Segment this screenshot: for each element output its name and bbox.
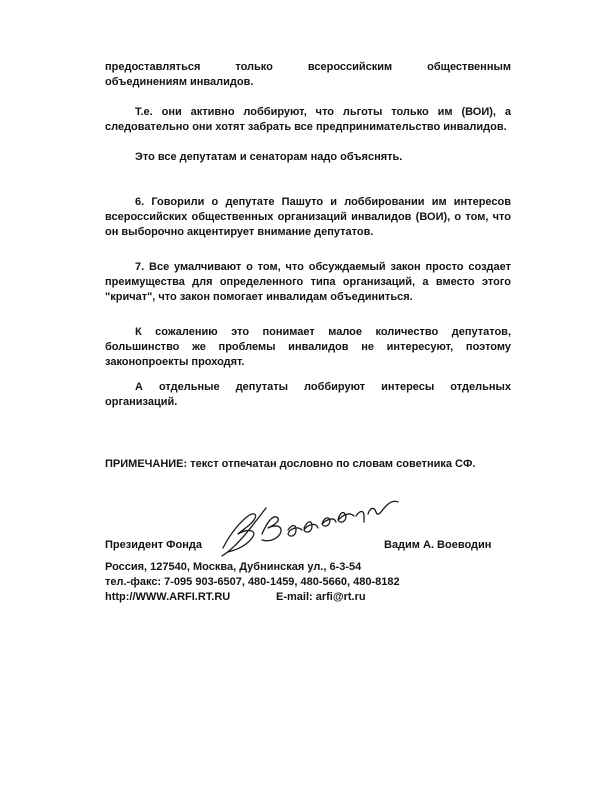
text-line-2: объединениям инвалидов.	[105, 76, 254, 88]
paragraph-regret: К сожалению это понимает малое количество депутатов, большинство же проблемы инвалидов не интересуют, поэтому законопроекты проходят.	[105, 326, 511, 368]
paragraph-point-7: 7. Все умалчивают о том, что обсуждаемый закон просто создает преимущества для определенного типа организаций, а вместо этого "кричат", что закон помогает инвалидам объединиться.	[105, 261, 511, 303]
paragraph-separate-deputies: А отдельные депутаты лоббируют интересы отдельных организаций.	[105, 381, 511, 408]
website-link[interactable]: http://WWW.ARFI.RT.RU	[105, 591, 231, 603]
phone-fax-numbers: тел.-факс: 7-095 903-6507, 480-1459, 480-5660, 480-8182	[105, 576, 400, 588]
paragraph-lobbying: Т.е. они активно лоббируют, что льготы только им (ВОИ), а следовательно они хотят забрать все предпринимательство инвалидов.	[105, 106, 511, 133]
paragraph-point-6: 6. Говорили о депутате Пашуто и лоббировании им интересов всероссийских общественных организаций инвалидов (ВОИ), о том, что он выборочно акцентирует внимание депутатов.	[105, 196, 511, 238]
text-line-1: предоставляться только всероссийским общественным	[105, 61, 511, 73]
paragraph-explain: Это все депутатам и сенаторам надо объяснять.	[135, 151, 403, 163]
email-address[interactable]: E-mail: arfi@rt.ru	[276, 591, 366, 603]
signatory-title: Президент Фонда	[105, 539, 203, 551]
signatory-name: Вадим А. Воеводин	[384, 539, 492, 551]
postal-address: Россия, 127540, Москва, Дубнинская ул., 6-3-54	[105, 561, 362, 573]
note-text: ПРИМЕЧАНИЕ: текст отпечатан дословно по словам советника СФ.	[105, 458, 476, 470]
